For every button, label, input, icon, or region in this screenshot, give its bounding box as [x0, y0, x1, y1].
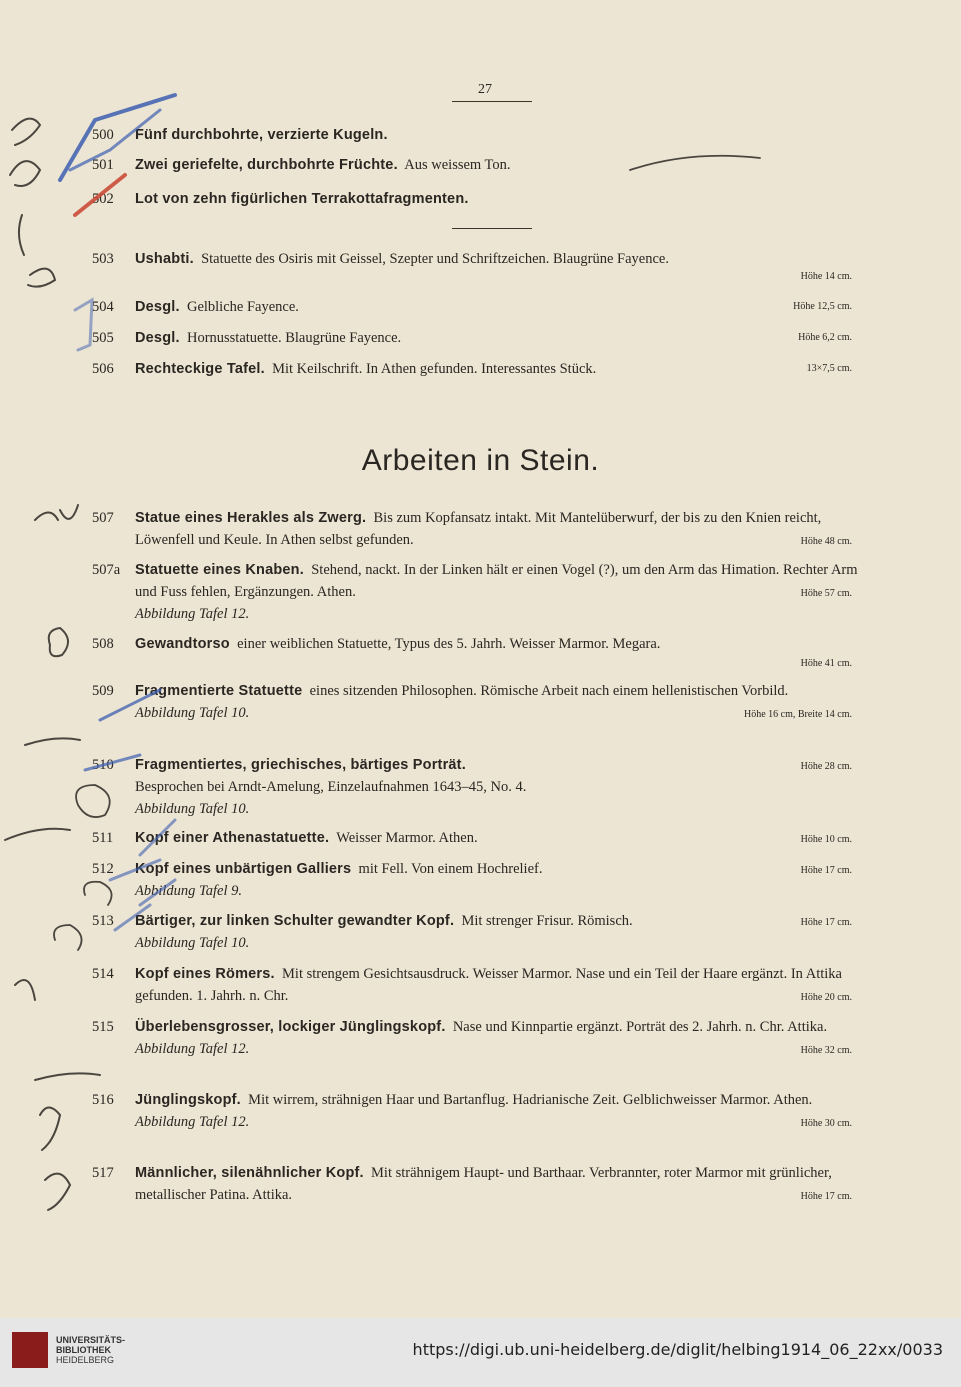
entry-title: Rechteckige Tafel.: [135, 361, 265, 377]
entry-text: Mit strengem Gesichtsausdruck. Weisser Marmor. Nase und ein Teil der Haare ergänzt. In Attika gefunden. 1. Jahrh. n. Chr.: [135, 966, 842, 1004]
entry-number: 502: [92, 191, 114, 207]
entry-measure: Höhe 41 cm.: [800, 658, 852, 669]
entry-text: Nase und Kinnpartie ergänzt. Porträt des 2. Jahrh. n. Chr. Attika.: [452, 1019, 828, 1035]
entry-number: 516: [92, 1092, 114, 1108]
library-logo: [12, 1332, 48, 1368]
entry-text: Aus weissem Ton.: [404, 157, 511, 173]
entry-title: Kopf eines unbärtigen Galliers: [135, 861, 352, 877]
entry-number: 517: [92, 1165, 114, 1181]
entry-illustration-ref: Abbildung Tafel 12.: [135, 1114, 250, 1130]
catalog-entry: [92, 680, 896, 724]
entry-text: Mit strenger Frisur. Römisch.: [461, 913, 633, 929]
entry-measure: Höhe 30 cm.: [800, 1118, 852, 1129]
library-name: UNIVERSITÄTS- BIBLIOTHEK HEIDELBERG: [56, 1335, 126, 1365]
pencil-stroke: [10, 161, 40, 186]
entry-illustration-ref: Abbildung Tafel 12.: [135, 606, 250, 622]
entry-text: eines sitzenden Philosophen. Römische Arbeit nach einem hellenistischen Vorbild.: [309, 683, 789, 699]
catalog-entry: [92, 1089, 896, 1133]
pencil-stroke: [49, 628, 68, 656]
catalog-entry: [92, 327, 896, 349]
entry-number: 511: [92, 830, 114, 846]
entry-text: Mit Keilschrift. In Athen gefunden. Interessantes Stück.: [272, 361, 597, 377]
catalog-entry: [92, 124, 896, 146]
entry-measure: 13×7,5 cm.: [806, 363, 852, 374]
entry-title: Jünglingskopf.: [135, 1092, 241, 1108]
entry-measure: Höhe 10 cm.: [800, 834, 852, 845]
entry-number: 507: [92, 510, 114, 526]
pencil-stroke: [40, 1108, 60, 1151]
entry-measure: Höhe 17 cm.: [800, 917, 852, 928]
entry-title: Statue eines Herakles als Zwerg.: [135, 510, 367, 526]
entry-text: einer weiblichen Statuette, Typus des 5. Jahrh. Weisser Marmor. Megara.: [237, 636, 661, 652]
entry-illustration-ref: Abbildung Tafel 10.: [135, 935, 250, 951]
catalog-entry: [92, 296, 896, 318]
entry-title: Kopf eines Römers.: [135, 966, 275, 982]
entry-text: Hornusstatuette. Blaugrüne Fayence.: [186, 330, 402, 346]
pencil-stroke: [54, 925, 82, 950]
entry-number: 514: [92, 966, 114, 982]
entry-measure: Höhe 17 cm.: [800, 865, 852, 876]
entry-text: Bis zum Kopfansatz intakt. Mit Mantelüberwurf, der bis zu den Knien reicht, Löwenfell und Keule. In Athen selbst gefunden.: [135, 510, 822, 548]
entry-measure: Höhe 48 cm.: [800, 536, 852, 547]
catalog-entry: [92, 559, 896, 625]
entry-number: 508: [92, 636, 114, 652]
catalog-entry: [92, 358, 896, 380]
pencil-stroke: [12, 119, 40, 145]
pencil-stroke: [15, 980, 35, 1000]
catalog-entry: [92, 963, 896, 1007]
entry-number: 501: [92, 157, 114, 173]
entry-title: Fragmentierte Statuette: [135, 683, 303, 699]
source-url[interactable]: https://digi.ub.uni-heidelberg.de/diglit/helbing1914_06_22xx/0033: [412, 1340, 943, 1359]
pencil-stroke: [35, 1073, 100, 1080]
entry-number: 512: [92, 861, 114, 877]
pencil-stroke: [28, 269, 55, 287]
section-heading: Arbeiten in Stein.: [361, 444, 600, 477]
catalog-entry: [92, 507, 896, 551]
entry-title: Gewandtorso: [135, 636, 230, 652]
entry-measure: Höhe 57 cm.: [800, 588, 852, 599]
entry-illustration-ref: Abbildung Tafel 10.: [135, 801, 250, 817]
catalog-entry: [92, 910, 896, 954]
entry-text: Statuette des Osiris mit Geissel, Szepter und Schriftzeichen. Blaugrüne Fayence.: [201, 251, 669, 267]
entry-measure: Höhe 32 cm.: [800, 1045, 852, 1056]
entry-title: Desgl.: [135, 299, 180, 315]
entry-text: Stehend, nackt. In der Linken hält er einen Vogel (?), um den Arm das Himation. Rechter Arm und Fuss fehlen, Ergänzungen. Athen.: [135, 562, 858, 600]
entry-number: 507a: [92, 562, 121, 578]
entry-number: 509: [92, 683, 114, 699]
pencil-stroke: [35, 505, 78, 520]
catalog-entry: [92, 858, 896, 902]
catalog-entry: [92, 633, 896, 669]
catalog-entry: [92, 1016, 896, 1060]
entry-title: Fünf durchbohrte, verzierte Kugeln.: [135, 127, 388, 143]
entry-text: mit Fell. Von einem Hochrelief.: [358, 861, 543, 877]
entry-measure: Höhe 17 cm.: [800, 1191, 852, 1202]
entry-text: Weisser Marmor. Athen.: [336, 830, 478, 846]
entry-number: 506: [92, 361, 114, 377]
page-number: 27: [478, 82, 492, 97]
catalog-entry: [92, 1162, 896, 1206]
entry-number: 503: [92, 251, 114, 267]
entry-illustration-ref: Abbildung Tafel 12.: [135, 1041, 250, 1057]
entry-text: Mit wirrem, strähnigen Haar und Bartanflug. Hadrianische Zeit. Gelblichweisser Marmor. Athen.: [248, 1092, 813, 1108]
catalog-entry: [92, 248, 896, 282]
entry-number: 513: [92, 913, 114, 929]
entry-number: 500: [92, 127, 114, 143]
entry-title: Männlicher, silenähnlicher Kopf.: [135, 1165, 364, 1181]
pencil-stroke: [19, 215, 24, 255]
entry-number: 504: [92, 299, 114, 315]
entry-title: Bärtiger, zur linken Schulter gewandter Kopf.: [135, 913, 455, 929]
blue-check-mark: [75, 300, 92, 350]
entry-measure: Höhe 6,2 cm.: [798, 332, 852, 343]
catalog-entry: [92, 188, 896, 210]
entry-title: Lot von zehn figürlichen Terrakottafragmenten.: [135, 191, 469, 207]
entry-number: 510: [92, 757, 114, 773]
page-number-rule: [452, 101, 532, 102]
entry-illustration-ref: Abbildung Tafel 9.: [135, 883, 243, 899]
entry-measure: Höhe 14 cm.: [800, 271, 852, 282]
entry-title: Fragmentiertes, griechisches, bärtiges Porträt.: [135, 757, 466, 773]
pencil-stroke: [25, 738, 80, 745]
section-rule: [452, 228, 532, 229]
entry-measure: Höhe 20 cm.: [800, 992, 852, 1003]
catalog-entry: [92, 827, 896, 849]
entry-title: Zwei geriefelte, durchbohrte Früchte.: [135, 157, 398, 173]
entry-text: Gelbliche Fayence.: [186, 299, 299, 315]
catalog-entry: [92, 154, 896, 176]
pencil-stroke: [45, 1174, 70, 1210]
entry-title: Kopf einer Athenastatuette.: [135, 830, 330, 846]
entry-title: Ushabti.: [135, 251, 194, 267]
entry-title: Überlebensgrosser, lockiger Jünglingskopf.: [135, 1019, 446, 1035]
entry-measure: Höhe 16 cm, Breite 14 cm.: [743, 709, 852, 720]
entry-illustration-ref: Abbildung Tafel 10.: [135, 705, 250, 721]
footer-bar: [0, 1318, 961, 1387]
entry-text: Besprochen bei Arndt-Amelung, Einzelaufnahmen 1643–45, No. 4.: [135, 779, 527, 795]
catalog-entry: [92, 754, 896, 820]
entry-title: Statuette eines Knaben.: [135, 562, 304, 578]
entry-title: Desgl.: [135, 330, 180, 346]
entry-number: 515: [92, 1019, 114, 1035]
entry-number: 505: [92, 330, 114, 346]
entry-measure: Höhe 12,5 cm.: [793, 301, 852, 312]
entry-text: Mit strähnigem Haupt- und Barthaar. Verbrannter, roter Marmor mit grünlicher, metallischer Patina. Attika.: [135, 1165, 832, 1203]
pencil-stroke: [5, 829, 70, 840]
entry-measure: Höhe 28 cm.: [800, 761, 852, 772]
